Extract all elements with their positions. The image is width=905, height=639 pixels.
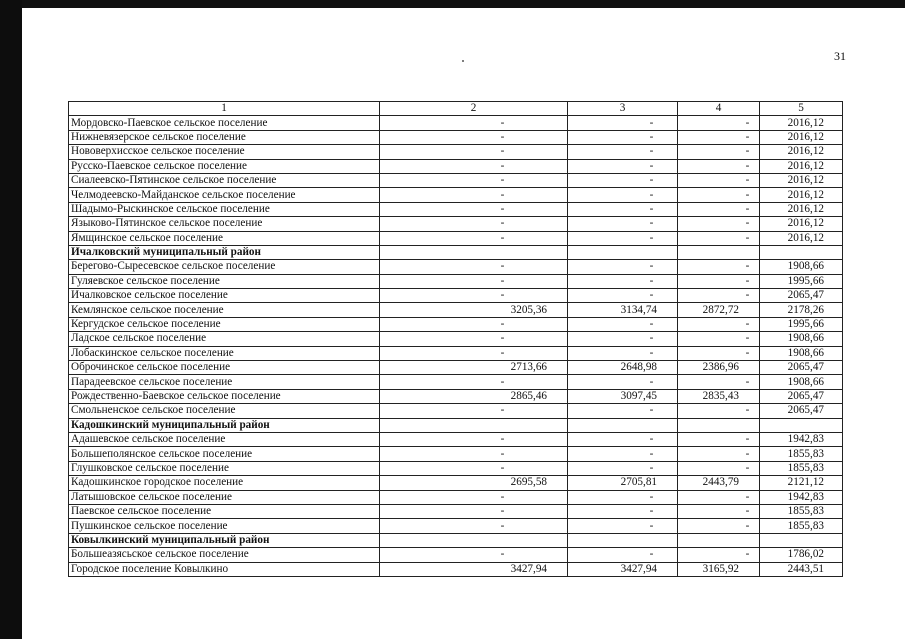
value-cell: - (678, 519, 760, 533)
settlement-name: Шадымо-Рыскинское сельское поселение (69, 202, 380, 216)
scan-border-top (0, 0, 905, 8)
value-cell: - (568, 432, 678, 446)
value-cell: 2065,47 (760, 289, 843, 303)
table-row (69, 332, 843, 346)
value-cell: - (568, 173, 678, 187)
table-row (69, 289, 843, 303)
settlement-name: Ичалковское сельское поселение (69, 289, 380, 303)
value-cell: 2016,12 (760, 188, 843, 202)
value-cell: - (380, 504, 568, 518)
settlement-name: Ладское сельское поселение (69, 332, 380, 346)
settlement-name: Адашевское сельское поселение (69, 432, 380, 446)
value-cell: 1855,83 (760, 447, 843, 461)
value-cell: - (380, 145, 568, 159)
value-cell: - (568, 461, 678, 475)
value-cell: 1908,66 (760, 346, 843, 360)
value-cell: 3427,94 (568, 562, 678, 576)
value-cell: - (568, 188, 678, 202)
value-cell: 1855,83 (760, 519, 843, 533)
table-row (69, 274, 843, 288)
value-cell: - (678, 346, 760, 360)
table-row (69, 303, 843, 317)
value-cell: - (568, 447, 678, 461)
table-row (69, 375, 843, 389)
value-cell: 2178,26 (760, 303, 843, 317)
table-row (69, 159, 843, 173)
value-cell: 1942,83 (760, 432, 843, 446)
value-cell: - (568, 231, 678, 245)
value-cell: 2443,79 (678, 476, 760, 490)
value-cell: 1908,66 (760, 260, 843, 274)
table-row (69, 461, 843, 475)
table-row (69, 519, 843, 533)
table-header-row (69, 102, 843, 116)
settlement-name: Паевское сельское поселение (69, 504, 380, 518)
column-header: 1 (69, 102, 380, 116)
table-row (69, 145, 843, 159)
value-cell: - (678, 188, 760, 202)
table-row (69, 361, 843, 375)
value-cell: - (568, 317, 678, 331)
value-cell: - (678, 217, 760, 231)
table-row (69, 548, 843, 562)
table-row (69, 130, 843, 144)
value-cell: 1942,83 (760, 490, 843, 504)
table-row (69, 504, 843, 518)
column-header: 2 (380, 102, 568, 116)
value-cell (760, 245, 843, 259)
settlement-name: Пушкинское сельское поселение (69, 519, 380, 533)
value-cell: - (568, 260, 678, 274)
value-cell: - (568, 519, 678, 533)
value-cell: - (380, 159, 568, 173)
value-cell: - (380, 346, 568, 360)
value-cell: 2386,96 (678, 361, 760, 375)
value-cell: 3097,45 (568, 389, 678, 403)
value-cell: - (380, 289, 568, 303)
table-row (69, 389, 843, 403)
value-cell: - (380, 375, 568, 389)
column-header: 3 (568, 102, 678, 116)
value-cell: - (568, 217, 678, 231)
value-cell: - (568, 346, 678, 360)
value-cell: - (380, 217, 568, 231)
value-cell: - (380, 130, 568, 144)
settlement-name: Большеполянское сельское поселение (69, 447, 380, 461)
value-cell: 1786,02 (760, 548, 843, 562)
value-cell: - (380, 432, 568, 446)
settlement-name: Оброчинское сельское поселение (69, 361, 380, 375)
table-row (69, 116, 843, 130)
value-cell: - (568, 490, 678, 504)
value-cell (380, 533, 568, 547)
settlement-name: Лобаскинское сельское поселение (69, 346, 380, 360)
settlement-name: Языково-Пятинское сельское поселение (69, 217, 380, 231)
table-row (69, 317, 843, 331)
value-cell: - (380, 260, 568, 274)
value-cell: - (380, 274, 568, 288)
district-header-row (69, 533, 843, 547)
table-row (69, 404, 843, 418)
settlement-name: Кадошкинский муниципальный район (69, 418, 380, 432)
value-cell: - (568, 159, 678, 173)
value-cell: - (678, 404, 760, 418)
value-cell: 3205,36 (380, 303, 568, 317)
table-row (69, 217, 843, 231)
value-cell: - (568, 548, 678, 562)
settlement-name: Смольненское сельское поселение (69, 404, 380, 418)
table-row (69, 432, 843, 446)
table-row (69, 490, 843, 504)
value-cell: - (678, 274, 760, 288)
value-cell (568, 533, 678, 547)
settlement-name: Городское поселение Ковылкино (69, 562, 380, 576)
value-cell (678, 245, 760, 259)
table-row (69, 260, 843, 274)
page-number: 31 (834, 49, 846, 63)
value-cell: 2121,12 (760, 476, 843, 490)
value-cell (380, 245, 568, 259)
value-cell: 2705,81 (568, 476, 678, 490)
value-cell: - (678, 130, 760, 144)
table-row (69, 202, 843, 216)
value-cell: - (678, 231, 760, 245)
column-header: 5 (760, 102, 843, 116)
value-cell: - (678, 145, 760, 159)
value-cell: - (678, 260, 760, 274)
value-cell: 2065,47 (760, 404, 843, 418)
value-cell: 1855,83 (760, 504, 843, 518)
settlement-name: Глушковское сельское поселение (69, 461, 380, 475)
value-cell: 1995,66 (760, 274, 843, 288)
value-cell: - (568, 202, 678, 216)
value-cell: 2016,12 (760, 159, 843, 173)
value-cell: 2872,72 (678, 303, 760, 317)
value-cell: - (380, 116, 568, 130)
value-cell: 3165,92 (678, 562, 760, 576)
value-cell: - (568, 375, 678, 389)
value-cell: - (568, 404, 678, 418)
value-cell: - (678, 548, 760, 562)
district-header-row (69, 418, 843, 432)
settlement-name: Гуляевское сельское поселение (69, 274, 380, 288)
value-cell: - (380, 231, 568, 245)
settlement-name: Ковылкинский муниципальный район (69, 533, 380, 547)
table-row (69, 231, 843, 245)
value-cell: 2648,98 (568, 361, 678, 375)
settlement-name: Челмодеевско-Майданское сельское поселение (69, 188, 380, 202)
settlement-name: Рождественно-Баевское сельское поселение (69, 389, 380, 403)
settlement-name: Кадошкинское городское поселение (69, 476, 380, 490)
value-cell: - (380, 188, 568, 202)
table-row (69, 562, 843, 576)
settlement-name: Ямщинское сельское поселение (69, 231, 380, 245)
value-cell: - (568, 289, 678, 303)
value-cell: - (678, 332, 760, 346)
settlement-name: Парадеевское сельское поселение (69, 375, 380, 389)
value-cell (568, 245, 678, 259)
value-cell: - (568, 130, 678, 144)
settlement-name: Кемлянское сельское поселение (69, 303, 380, 317)
value-cell: - (380, 548, 568, 562)
value-cell: 2065,47 (760, 389, 843, 403)
settlement-name: Большеазясьское сельское поселение (69, 548, 380, 562)
district-header-row (69, 245, 843, 259)
value-cell (380, 418, 568, 432)
value-cell: 2016,12 (760, 202, 843, 216)
value-cell: - (380, 461, 568, 475)
table-row (69, 173, 843, 187)
value-cell: - (568, 332, 678, 346)
value-cell (760, 418, 843, 432)
value-cell: - (678, 202, 760, 216)
table-row (69, 188, 843, 202)
value-cell (760, 533, 843, 547)
value-cell: 1908,66 (760, 375, 843, 389)
table-row (69, 346, 843, 360)
settlement-name: Нововерхисское сельское поселение (69, 145, 380, 159)
settlement-name: Кергудское сельское поселение (69, 317, 380, 331)
value-cell: 1855,83 (760, 461, 843, 475)
value-cell: - (380, 490, 568, 504)
value-cell: 2835,43 (678, 389, 760, 403)
value-cell: - (380, 447, 568, 461)
value-cell: - (678, 447, 760, 461)
scan-border-left (0, 0, 22, 639)
value-cell: - (568, 504, 678, 518)
value-cell: - (568, 274, 678, 288)
value-cell: 2443,51 (760, 562, 843, 576)
value-cell: 2695,58 (380, 476, 568, 490)
value-cell: 2016,12 (760, 116, 843, 130)
value-cell: - (678, 317, 760, 331)
value-cell: 2016,12 (760, 217, 843, 231)
settlement-name: Ичалковский муниципальный район (69, 245, 380, 259)
value-cell: - (678, 432, 760, 446)
value-cell: - (380, 519, 568, 533)
settlement-name: Латышовское сельское поселение (69, 490, 380, 504)
value-cell: - (678, 490, 760, 504)
value-cell: 1908,66 (760, 332, 843, 346)
value-cell: 2865,46 (380, 389, 568, 403)
value-cell: - (380, 404, 568, 418)
scan-speck (462, 60, 464, 62)
settlement-name: Нижневязерское сельское поселение (69, 130, 380, 144)
value-cell (678, 533, 760, 547)
value-cell: 2016,12 (760, 130, 843, 144)
settlement-name: Берегово-Сыресевское сельское поселение (69, 260, 380, 274)
table-row (69, 476, 843, 490)
value-cell: - (380, 202, 568, 216)
value-cell: - (678, 173, 760, 187)
value-cell: - (568, 116, 678, 130)
value-cell: - (380, 317, 568, 331)
value-cell: 2065,47 (760, 361, 843, 375)
value-cell: 1995,66 (760, 317, 843, 331)
value-cell: - (678, 375, 760, 389)
value-cell (678, 418, 760, 432)
value-cell: - (678, 461, 760, 475)
settlement-name: Мордовско-Паевское сельское поселение (69, 116, 380, 130)
value-cell: - (678, 116, 760, 130)
value-cell: - (678, 504, 760, 518)
value-cell: - (678, 289, 760, 303)
settlement-name: Сиалеевско-Пятинское сельское поселение (69, 173, 380, 187)
value-cell: 3134,74 (568, 303, 678, 317)
value-cell: 2016,12 (760, 231, 843, 245)
column-header: 4 (678, 102, 760, 116)
tariff-table (68, 101, 843, 577)
value-cell: - (380, 332, 568, 346)
settlement-name: Русско-Паевское сельское поселение (69, 159, 380, 173)
value-cell: 2016,12 (760, 145, 843, 159)
table-row (69, 447, 843, 461)
value-cell: 3427,94 (380, 562, 568, 576)
value-cell: - (380, 173, 568, 187)
value-cell (568, 418, 678, 432)
value-cell: - (568, 145, 678, 159)
value-cell: - (678, 159, 760, 173)
value-cell: 2016,12 (760, 173, 843, 187)
value-cell: 2713,66 (380, 361, 568, 375)
